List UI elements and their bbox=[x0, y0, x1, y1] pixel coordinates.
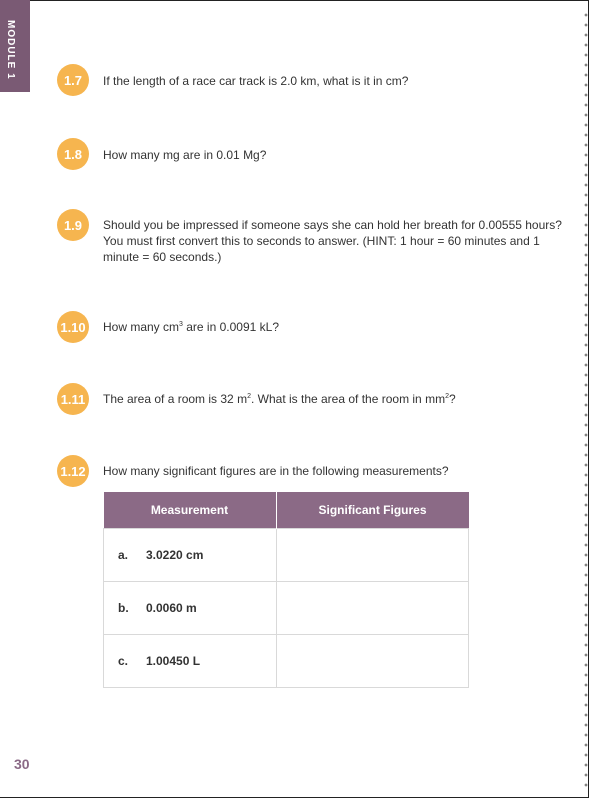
question-text: How many significant figures are in the following measurements? bbox=[103, 464, 449, 478]
table-row bbox=[104, 529, 469, 582]
module-label: MODULE 1 bbox=[5, 20, 16, 80]
question-text bbox=[103, 217, 573, 265]
question-text-part: The area of a room is 32 m bbox=[103, 392, 248, 406]
measurement-value: 3.0220 cm bbox=[146, 548, 204, 562]
row-letter: c. bbox=[118, 654, 129, 668]
superscript: 2 bbox=[445, 393, 449, 400]
question-text-part: are in 0.0091 kL? bbox=[182, 320, 279, 334]
answer-cell[interactable] bbox=[276, 529, 469, 582]
question-text-line: Should you be impressed if someone says she can hold her breath for 0.00555 hours? bbox=[103, 218, 562, 232]
question-text-line: You must first convert this to seconds to answer. (HINT: 1 hour = 60 minutes and 1 bbox=[103, 234, 540, 248]
question-number-badge: 1.11 bbox=[57, 383, 89, 415]
measurement-value: 1.00450 L bbox=[146, 654, 201, 668]
question-number-badge: 1.7 bbox=[57, 64, 89, 96]
question-text-part: How many cm bbox=[103, 320, 180, 334]
table-row bbox=[104, 582, 469, 635]
question-number-badge: 1.9 bbox=[57, 209, 89, 241]
table-header-row bbox=[104, 492, 469, 529]
measurement-cell bbox=[104, 529, 277, 582]
measurement-cell bbox=[104, 582, 277, 635]
measurement-value: 0.0060 m bbox=[146, 601, 197, 615]
module-side-tab bbox=[0, 0, 30, 92]
column-header-measurement: Measurement bbox=[104, 492, 277, 529]
column-header-significant-figures: Significant Figures bbox=[276, 492, 469, 529]
measurement-cell bbox=[104, 635, 277, 688]
question-text: How many mg are in 0.01 Mg? bbox=[103, 148, 267, 162]
superscript: 3 bbox=[179, 321, 183, 328]
question-text bbox=[103, 319, 279, 335]
question-text-line: minute = 60 seconds.) bbox=[103, 250, 222, 264]
question-text: If the length of a race car track is 2.0 km, what is it in cm? bbox=[103, 74, 409, 88]
row-letter: b. bbox=[118, 601, 129, 615]
spiral-binding bbox=[583, 10, 589, 790]
question-text-part: ? bbox=[448, 392, 456, 406]
sig-figs-table bbox=[103, 492, 469, 688]
superscript: 2 bbox=[247, 393, 251, 400]
question-number-badge: 1.10 bbox=[57, 311, 89, 343]
row-letter: a. bbox=[118, 548, 129, 562]
table-row bbox=[104, 635, 469, 688]
question-number-badge: 1.8 bbox=[57, 138, 89, 170]
question-text-part: . What is the area of the room in mm bbox=[250, 392, 446, 406]
answer-cell[interactable] bbox=[276, 582, 469, 635]
question-text bbox=[103, 391, 456, 407]
answer-cell[interactable] bbox=[276, 635, 469, 688]
page-number: 30 bbox=[14, 756, 30, 772]
question-number-badge: 1.12 bbox=[57, 455, 89, 487]
